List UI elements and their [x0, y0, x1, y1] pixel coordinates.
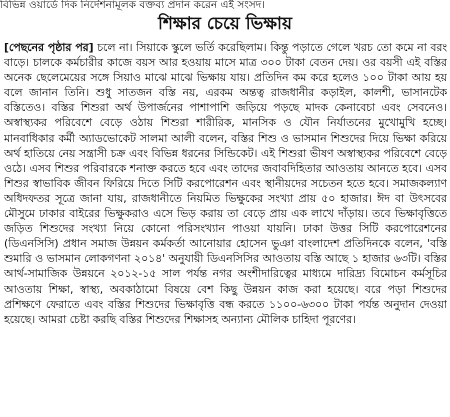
article-body — [4, 40, 447, 417]
continued-from-label: [পেছনের পৃষ্ঠার পর] — [4, 41, 94, 54]
article-body-text: চলে না। সিয়াকে স্কুলে ভর্তি করেছিলাম। কিন্তু পড়াতে গেলে খরচ তো কমে না বরং বাড়ে। চালকে কর্মচারীর কাজে বয়স আর হওয়ায় মাসে মাত্র ৩০০ টাকা বেতন দেয়। ওর বয়সী এই বস্তির অনেক ছেলেমেয়ের সঙ্গে সিয়াও মাঝে মাঝে ভিক্ষায় যায়। প্রতিদিন কম করে হলেও ১০০ টাকা আয় হয় বলে জানান তিনি। শুধু সাতজন বস্তি নয়, এরকম অন্তত্ব রাজধানীর কড়াইল, কালশী, ভাসানটেক বস্তিতেও। বস্তির শিশুরা অর্থ উপার্জনের পাশাপাশি জড়িয়ে পড়ছে মাদক কেনাবেচা এবং সেবনেও। অস্বাস্থ্যকর পরিবেশে বেড়ে ওঠায় শিশুরা শারীরিক, মানসিক ও যৌন নির্যাতনের মুখোমুখি হচ্ছে। মানবাধিকার কর্মী অ্যাডভোকেট সালমা আলী বলেন, বস্তির শিশু ও ভাসমান শিশুদের দিয়ে ভিক্ষা করিয়ে অর্থ হাতিয়ে নেয় সন্ত্রাসী চক্র এবং বিভিন্ন ধরনের সিন্ডিকেট। এই শিশুরা ভীষণ অস্বাস্থ্যকর পরিবেশে বেড়ে ওঠে। এসব শিশুর পরিবারকে শনাক্ত করতে হবে এবং তাদের জবাবদিহিতার আওতায় আনতে হবে। এসব শিশুর স্বাভাবিক জীবন ফিরিয়ে দিতে সিটি করপোরেশন এবং স্থানীয়দের সচেতন হতে হবে। সমাজকল্যাণ অধিদফতর সূত্রে জানা যায়, রাজধানীতে নিয়মিত ভিক্ষুকের সংখ্যা প্রায় ৫০ হাজার। ঈদ বা উৎসবের মৌসুমে ঢাকার বাইরের ভিক্ষুকরাও এসে ভিড় করায় তা বেড়ে প্রায় এক লাখে দাঁড়ায়। তবে ভিক্ষাবৃত্তিতে জড়িত শিশুদের সংখ্যা নিয়ে কোনো পরিসংখ্যান পাওয়া যায়নি। ঢাকা উত্তর সিটি করপোরেশনের (ডিএনসিসি) প্রধান সমাজ উন্নয়ন কর্মকর্তা আনোয়ার হোসেন ভুঞা বাংলাদেশ প্রতিদিনকে বলেন, 'বস্তি শুমারি ও ভাসমান লোকগণনা ২০১৪' অনুযায়ী ডিএনসিসির আওতায় বস্তি আছে ১ হাজার ৬৩টি। বস্তির আর্থ-সামাজিক উন্নয়নে ২০১২-১৫ সাল পর্যন্ত নগর অংশীদারিত্বের মাধ্যমে দারিদ্র্য বিমোচন কর্মসূচির আওতায় শিক্ষা, স্বাস্থ্য, অবকাঠামো বিষয়ে বেশ কিছু উন্নয়ন কাজ করা হয়েছে। বরে পড়া শিশুদের প্রশিক্ষণে ফেরাতে এবং বস্তির শিশুদের ভিক্ষাবৃত্তি বন্ধ করতে ১১০০-৬৩০০ টাকা পর্যন্ত অনুদান দেওয়া হয়েছে। আমরা চেষ্টা করছি বস্তির শিশুদের শিক্ষাসহ অন্যান্য মৌলিক চাহিদা পূরণের। — [4, 41, 447, 326]
article-headline: শিক্ষার চেয়ে ভিক্ষায় — [158, 14, 292, 34]
previous-article-last-line: বিভিন্ন ওয়ার্ডে দিক নির্দেশনামূলক বক্তব্য প্রদান করেন এই সংসদ। — [0, 0, 265, 11]
